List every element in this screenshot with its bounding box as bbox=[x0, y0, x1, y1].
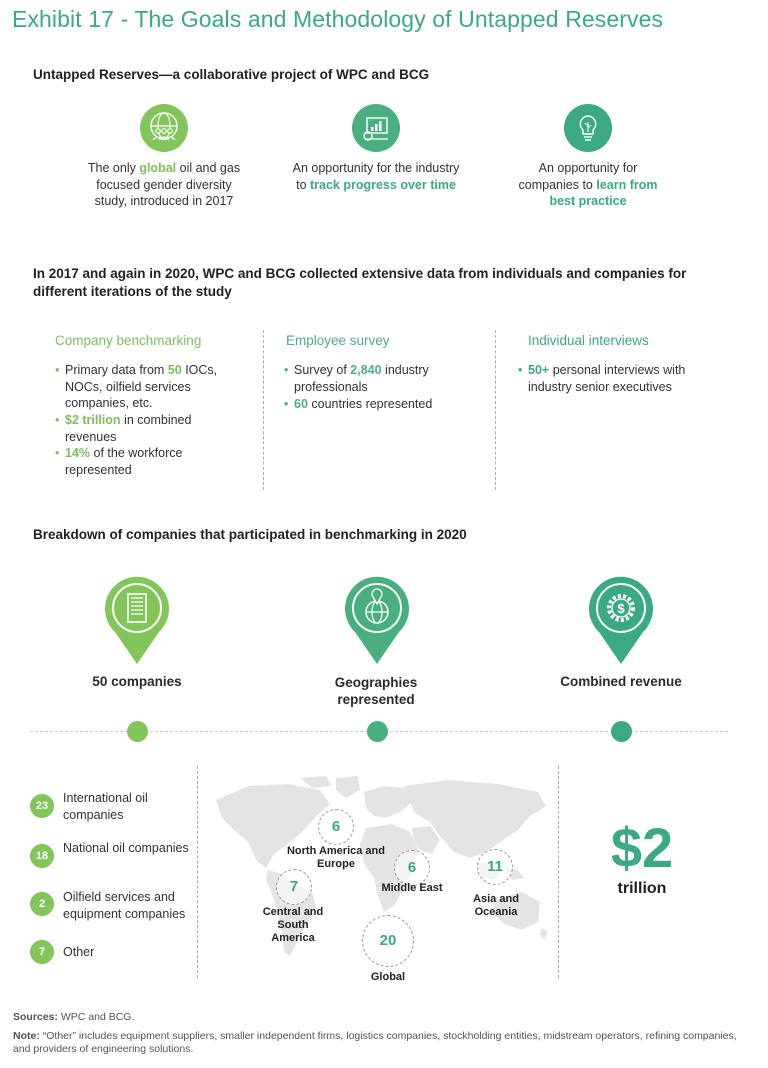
page-title: Exhibit 17 - The Goals and Methodology of Untapped Reserves bbox=[12, 6, 664, 32]
legend-label: Other bbox=[63, 945, 95, 959]
goal-text-3: An opportunity for companies to learn from best practice bbox=[518, 161, 658, 208]
bullet-item: • Primary data from 50 IOCs, NOCs, oilfield services companies, etc. bbox=[55, 363, 218, 410]
lightbulb-icon bbox=[564, 104, 612, 152]
legend-label: Oilfield services and equipment companies bbox=[63, 890, 186, 921]
people-globe-icon bbox=[140, 104, 188, 152]
pin-label-revenue: Combined revenue bbox=[560, 674, 682, 689]
region-count: 6 bbox=[394, 850, 430, 886]
goal-text-1: The only global oil and gas focused gender diversity study, introduced in 2017 bbox=[87, 161, 241, 208]
timeline-dot bbox=[611, 721, 632, 742]
pin-label-geographies: Geographies represented bbox=[334, 675, 418, 707]
progress-chart-icon bbox=[352, 104, 400, 152]
section1-heading: Untapped Reserves—a collaborative project of WPC and BCG bbox=[33, 67, 430, 82]
section2-heading: In 2017 and again in 2020, WPC and BCG collected extensive data from individuals and companies for different iterations of the study bbox=[33, 266, 687, 299]
legend-count: 2 bbox=[30, 892, 54, 916]
legend-count: 23 bbox=[30, 794, 54, 818]
column-divider bbox=[263, 330, 264, 490]
timeline-dot bbox=[127, 721, 148, 742]
globe-pin-icon bbox=[343, 574, 411, 666]
region-count: 11 bbox=[477, 849, 513, 885]
legend-label: International oil companies bbox=[63, 791, 148, 822]
revenue-value: $2 bbox=[610, 816, 674, 879]
legend-label: National oil companies bbox=[63, 841, 189, 855]
column-title-employee-survey: Employee survey bbox=[286, 333, 390, 348]
column-divider bbox=[558, 766, 559, 978]
section3-heading: Breakdown of companies that participated in benchmarking in 2020 bbox=[33, 527, 467, 542]
region-count: 7 bbox=[276, 869, 312, 905]
column-divider bbox=[495, 330, 496, 490]
bullet-item: • 14% of the workforce represented bbox=[55, 446, 183, 477]
timeline-dot bbox=[367, 721, 388, 742]
column-divider bbox=[197, 766, 198, 978]
building-icon bbox=[103, 574, 171, 666]
legend-count: 7 bbox=[30, 940, 54, 964]
svg-text:$: $ bbox=[617, 601, 625, 616]
bullet-item: • 50+ personal interviews with industry senior executives bbox=[518, 363, 686, 394]
region-label: Middle East bbox=[381, 882, 443, 894]
revenue-unit: trillion bbox=[617, 880, 667, 897]
region-label: Central and South America bbox=[262, 906, 324, 944]
region-count: 6 bbox=[318, 809, 354, 845]
note: Note: “Other” includes equipment suppliers, smaller independent firms, logistics companies, stockholding entities, midstream operators, refining companies, and providers of engineering solutions. bbox=[13, 1030, 737, 1055]
bullet-item: • Survey of 2,840 industry professionals bbox=[284, 363, 429, 394]
region-label: Asia and Oceania bbox=[473, 893, 519, 918]
bullet-item: • $2 trillion in combined revenues bbox=[55, 413, 192, 444]
region-label: North America and Europe bbox=[286, 845, 385, 870]
dollar-gear-icon bbox=[587, 574, 655, 666]
region-label: Global bbox=[370, 971, 406, 983]
legend-count: 18 bbox=[30, 844, 54, 868]
sources: Sources: WPC and BCG. bbox=[13, 1011, 135, 1023]
goal-text-2: An opportunity for the industry to track progress over time bbox=[292, 161, 460, 192]
column-title-company-benchmarking: Company benchmarking bbox=[55, 333, 202, 348]
pin-label-companies: 50 companies bbox=[92, 674, 182, 689]
bullet-item: • 60 countries represented bbox=[284, 397, 433, 411]
column-title-individual-interviews: Individual interviews bbox=[528, 333, 649, 348]
region-count: 20 bbox=[362, 915, 414, 967]
